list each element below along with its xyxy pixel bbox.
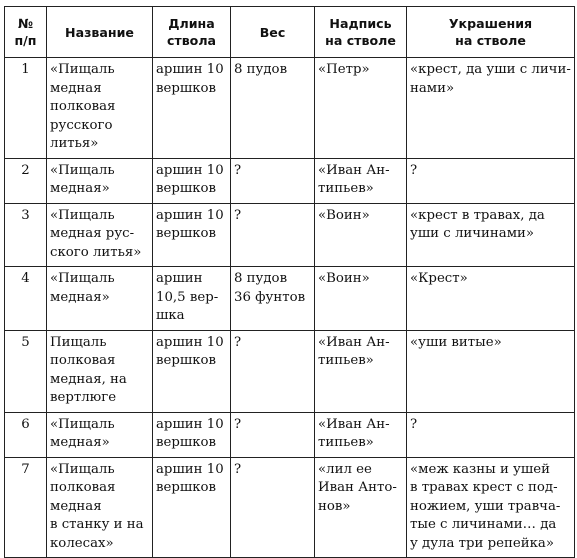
table-row: [5, 267, 575, 331]
cell-line: ножием, уши травча-: [410, 498, 561, 514]
cell-line: вершков: [156, 181, 217, 196]
cell-weight: [231, 158, 315, 203]
cell-line: аршин 10: [156, 162, 224, 178]
cell-line: аршин 10: [156, 62, 224, 77]
cell-line: «Пищаль: [50, 416, 115, 432]
cell-line: ?: [234, 334, 242, 350]
cannons-table: [4, 6, 575, 558]
cell-line: полковая: [50, 480, 116, 495]
cell-decoration: [407, 203, 575, 267]
cell-decoration: [407, 412, 575, 457]
cell-line: у дула три репейка»: [410, 535, 554, 551]
cell-line: медная, на: [50, 371, 127, 387]
cell-line: ?: [234, 207, 242, 223]
cell-line: медная: [50, 80, 102, 96]
cell-line: «Иван Ан-: [318, 416, 390, 432]
cell-weight: [231, 412, 315, 457]
table-row: [5, 203, 575, 267]
cell-inscription: [315, 330, 407, 412]
header-line: п/п: [14, 33, 37, 48]
cell-line: «Воин»: [318, 207, 370, 223]
cell-line: аршин 10: [156, 461, 224, 477]
cell-line: колесах»: [50, 535, 114, 551]
cell-decoration: [407, 330, 575, 412]
cell-line: медная»: [50, 181, 110, 196]
cell-line: «крест в травах, да: [410, 207, 545, 223]
cell-line: тые с личинами… да: [410, 517, 557, 532]
cell-number: 2: [5, 158, 47, 203]
cell-line: Иван Анто-: [318, 480, 397, 495]
header-inscription: [315, 7, 407, 58]
cell-length: [153, 457, 231, 558]
header-name: [47, 7, 153, 58]
cell-line: типьев»: [318, 181, 374, 196]
cell-inscription: [315, 457, 407, 558]
cell-number: 1: [5, 58, 47, 159]
cell-line: полковая: [50, 353, 116, 368]
cell-name: [47, 58, 153, 159]
cell-line: Пищаль: [50, 334, 107, 350]
cell-number: 5: [5, 330, 47, 412]
header-line: Украшения: [448, 16, 533, 31]
cell-line: русского: [50, 117, 113, 133]
cell-line: медная»: [50, 435, 110, 450]
header-line: на стволе: [325, 33, 396, 48]
cell-line: «Пищаль: [50, 207, 115, 223]
table-body: [5, 58, 575, 558]
cell-line: полковая: [50, 99, 116, 114]
cell-line: 8 пудов: [234, 62, 288, 77]
cell-number: 4: [5, 267, 47, 331]
cell-weight: [231, 58, 315, 159]
cell-line: вершков: [156, 435, 217, 450]
cell-line: нов»: [318, 498, 351, 514]
cell-line: типьев»: [318, 353, 374, 368]
cell-line: в травах крест с под-: [410, 480, 558, 495]
cell-name: [47, 412, 153, 457]
cell-line: «Пищаль: [50, 162, 115, 178]
cell-line: «Петр»: [318, 62, 370, 77]
table-row: [5, 412, 575, 457]
header-length: [153, 7, 231, 58]
cell-inscription: [315, 58, 407, 159]
cell-line: медная рус-: [50, 226, 135, 241]
cell-line: нами»: [410, 80, 455, 96]
cell-line: ского литья»: [50, 244, 142, 260]
table-row: [5, 158, 575, 203]
cell-line: «меж казны и ушей: [410, 461, 550, 477]
cell-weight: [231, 267, 315, 331]
cell-line: 36 фунтов: [234, 289, 306, 305]
cell-line: в станку и на: [50, 517, 144, 532]
cell-decoration: [407, 58, 575, 159]
cell-line: уши с личинами»: [410, 226, 535, 241]
cell-line: ?: [234, 416, 242, 432]
cell-name: [47, 330, 153, 412]
cell-name: [47, 457, 153, 558]
header-line: №: [17, 16, 34, 31]
header-number: [5, 7, 47, 58]
cell-number: 7: [5, 457, 47, 558]
cell-line: «Пищаль: [50, 62, 115, 77]
header-line: ствола: [166, 33, 217, 48]
cell-line: вершков: [156, 226, 217, 241]
cell-line: медная»: [50, 289, 110, 305]
header-line: Вес: [259, 24, 286, 40]
cell-line: «Иван Ан-: [318, 162, 390, 178]
cell-line: 8 пудов: [234, 271, 288, 286]
cell-line: аршин 10: [156, 207, 224, 223]
cell-inscription: [315, 267, 407, 331]
cell-line: аршин 10: [156, 334, 224, 350]
table-row: [5, 457, 575, 558]
cell-length: [153, 58, 231, 159]
cell-weight: [231, 457, 315, 558]
cell-line: вершков: [156, 80, 217, 96]
cell-line: шка: [156, 308, 185, 323]
cell-length: [153, 203, 231, 267]
cell-line: ?: [234, 461, 242, 477]
cell-line: типьев»: [318, 435, 374, 450]
header-line: Длина: [168, 16, 215, 31]
table-row: [5, 58, 575, 159]
cell-length: [153, 330, 231, 412]
cell-name: [47, 203, 153, 267]
cell-line: медная: [50, 498, 102, 514]
cell-line: вертлюге: [50, 390, 117, 405]
cell-decoration: [407, 158, 575, 203]
cell-length: [153, 158, 231, 203]
cell-line: ?: [410, 416, 418, 432]
cell-line: «уши витые»: [410, 334, 502, 350]
cell-line: «Иван Ан-: [318, 334, 390, 350]
cell-line: «Пищаль: [50, 271, 115, 286]
cell-line: ?: [410, 162, 418, 178]
cell-line: вершков: [156, 480, 217, 495]
cell-weight: [231, 203, 315, 267]
cell-line: 10,5 вер-: [156, 289, 219, 305]
header-weight: [231, 7, 315, 58]
cell-line: «Крест»: [410, 271, 468, 286]
cell-inscription: [315, 158, 407, 203]
cell-line: «лил ее: [318, 461, 372, 477]
cell-line: «Пищаль: [50, 461, 115, 477]
cell-line: «Воин»: [318, 271, 370, 286]
cell-line: аршин: [156, 271, 203, 286]
header-line: Название: [65, 24, 134, 40]
cell-inscription: [315, 412, 407, 457]
cell-number: 3: [5, 203, 47, 267]
cell-name: [47, 267, 153, 331]
cell-line: «крест, да уши с личи-: [410, 62, 571, 77]
cell-number: 6: [5, 412, 47, 457]
header-decoration: [407, 7, 575, 58]
cell-line: аршин 10: [156, 416, 224, 432]
cell-line: ?: [234, 162, 242, 178]
table-row: [5, 330, 575, 412]
header-line: Надпись: [329, 16, 392, 31]
cell-decoration: [407, 457, 575, 558]
cell-length: [153, 412, 231, 457]
cell-name: [47, 158, 153, 203]
cell-weight: [231, 330, 315, 412]
header-line: на стволе: [455, 33, 526, 48]
cell-inscription: [315, 203, 407, 267]
cell-length: [153, 267, 231, 331]
header-row: [5, 7, 575, 58]
cell-line: вершков: [156, 353, 217, 368]
cell-line: литья»: [50, 136, 99, 151]
cell-decoration: [407, 267, 575, 331]
